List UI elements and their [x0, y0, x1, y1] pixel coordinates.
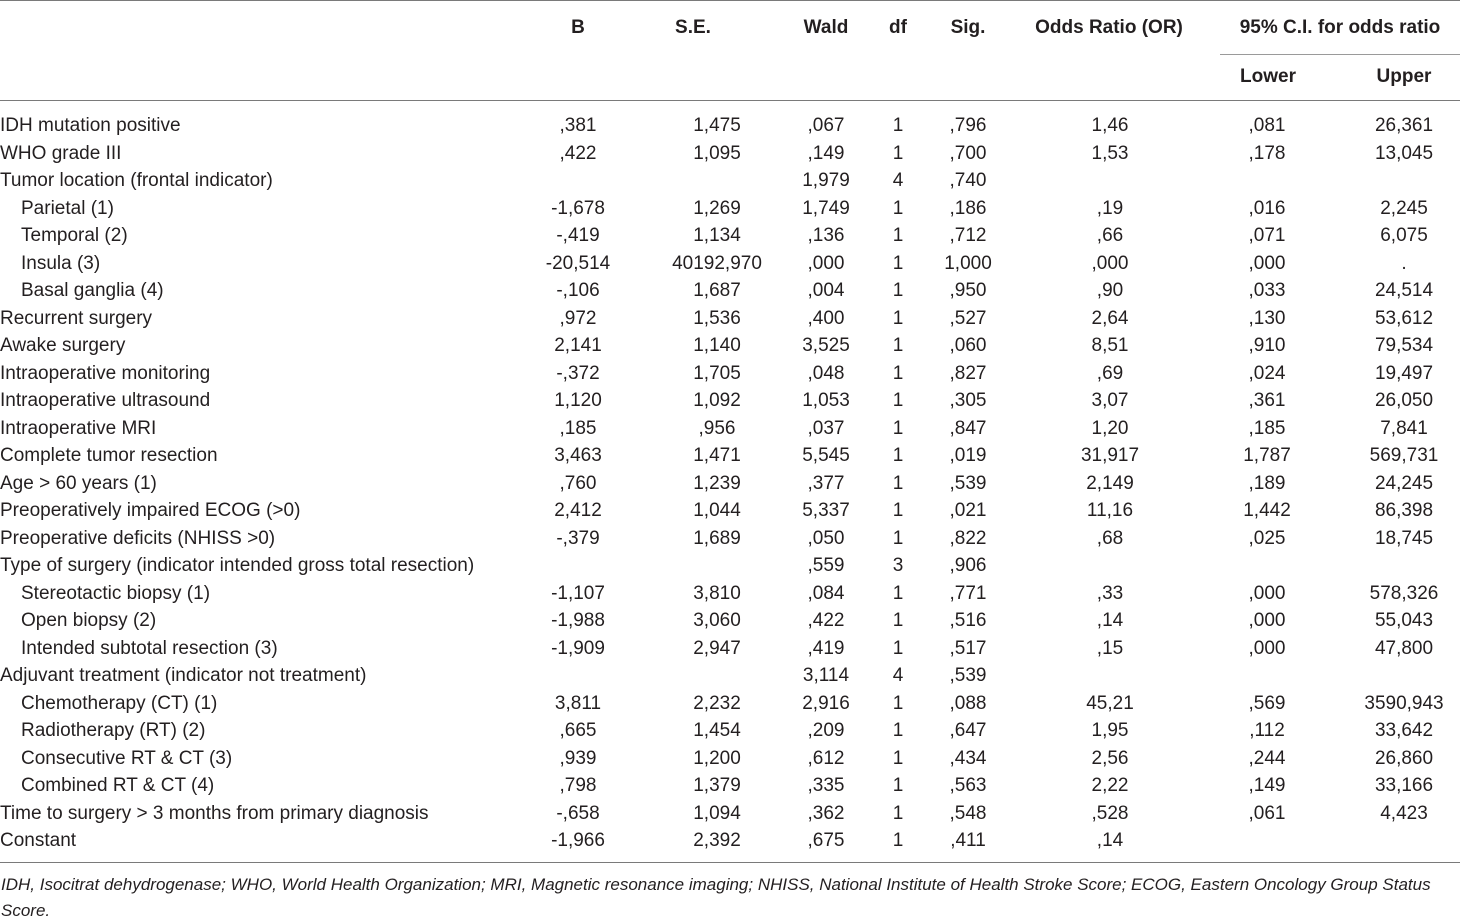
cell-or: 1,46 [1091, 115, 1129, 136]
cell-df: 1 [892, 197, 904, 219]
cell-b: 3,463 [554, 445, 602, 466]
cell-or: ,19 [1096, 197, 1124, 219]
cell-lower: ,025 [1248, 527, 1286, 549]
cell-upper: 53,612 [1374, 307, 1434, 329]
row-label: IDH mutation positive [0, 115, 181, 137]
cell-lower: ,189 [1248, 472, 1286, 494]
cell-wald: ,422 [807, 610, 845, 631]
row-label: Open biopsy (2) [21, 610, 157, 632]
cell-se: 2,392 [693, 830, 741, 851]
cell-df: 1 [892, 362, 904, 384]
row-values [528, 195, 1460, 223]
row-values [528, 580, 1460, 608]
row-values [528, 222, 1460, 250]
table-row [0, 222, 1460, 250]
cell-lower: ,910 [1248, 335, 1286, 356]
table-row [0, 140, 1460, 168]
cell-sig: ,563 [949, 775, 987, 796]
cell-se: 1,140 [693, 335, 741, 356]
cell-se: 40192,970 [672, 252, 762, 274]
cell-lower: 1,442 [1243, 500, 1291, 521]
cell-se: 1,044 [693, 500, 741, 521]
cell-df: 1 [892, 335, 904, 356]
cell-df: 1 [892, 445, 904, 466]
cell-df: 1 [892, 307, 904, 329]
cell-sig: ,516 [949, 610, 987, 631]
row-values [528, 745, 1460, 773]
cell-b: -1,966 [551, 830, 605, 851]
row-values [528, 552, 1460, 580]
cell-upper: 19,497 [1374, 362, 1434, 384]
table-row [0, 607, 1460, 635]
table-row [0, 552, 1460, 580]
row-values [528, 827, 1460, 855]
table-row [0, 800, 1460, 828]
cell-b: -,372 [556, 362, 600, 384]
cell-upper: 4,423 [1380, 802, 1428, 824]
row-label: Awake surgery [0, 335, 126, 357]
row-label: Stereotactic biopsy (1) [21, 582, 211, 604]
cell-sig: ,700 [949, 142, 987, 164]
table-row [0, 635, 1460, 663]
cell-sig: ,527 [949, 307, 987, 329]
row-label: Parietal (1) [21, 197, 114, 219]
cell-df: 3 [892, 555, 904, 576]
cell-sig: ,740 [949, 170, 987, 191]
table-row [0, 497, 1460, 525]
row-label: Time to surgery > 3 months from primary diagnosis [0, 802, 429, 824]
table-row [0, 580, 1460, 608]
cell-upper: 13,045 [1374, 142, 1434, 164]
header-lower: Lower [1240, 66, 1296, 87]
table-row [0, 745, 1460, 773]
cell-df: 1 [892, 472, 904, 494]
row-label: Temporal (2) [21, 225, 128, 247]
table-row [0, 827, 1460, 855]
table-row [0, 415, 1460, 443]
cell-sig: ,411 [950, 830, 986, 851]
cell-wald: ,675 [807, 830, 845, 851]
row-label: Insula (3) [21, 252, 101, 274]
cell-se: 1,094 [693, 802, 741, 824]
cell-or: 3,07 [1091, 390, 1129, 411]
cell-b: 2,412 [554, 500, 602, 521]
cell-sig: 1,000 [944, 252, 992, 274]
cell-or: ,14 [1096, 610, 1124, 631]
table-row [0, 250, 1460, 278]
cell-df: 1 [892, 747, 904, 769]
cell-df: 1 [892, 390, 904, 411]
cell-se: 1,475 [693, 115, 741, 136]
top-rule [0, 0, 1460, 1]
row-values [528, 140, 1460, 168]
cell-se: 1,200 [693, 747, 741, 769]
cell-or: 2,149 [1086, 472, 1134, 494]
row-values [528, 112, 1460, 140]
cell-sig: ,771 [949, 582, 987, 604]
cell-b: -1,678 [551, 197, 605, 219]
row-values [528, 277, 1460, 305]
cell-upper: 6,075 [1380, 225, 1428, 246]
row-label: Tumor location (frontal indicator) [0, 170, 273, 192]
row-values [528, 635, 1460, 663]
cell-upper: 47,800 [1374, 637, 1434, 659]
cell-upper: 3590,943 [1364, 692, 1444, 714]
cell-df: 1 [892, 830, 904, 851]
cell-wald: 2,916 [802, 692, 850, 714]
cell-wald: ,067 [807, 115, 845, 136]
cell-lower: ,361 [1248, 390, 1286, 411]
cell-or: 1,53 [1091, 142, 1129, 164]
cell-se: 2,232 [693, 692, 741, 714]
cell-sig: ,796 [949, 115, 987, 136]
cell-upper: 7,841 [1380, 417, 1428, 439]
cell-sig: ,088 [949, 692, 987, 714]
cell-sig: ,434 [949, 747, 987, 769]
cell-wald: 3,114 [802, 665, 850, 686]
cell-sig: ,712 [949, 225, 987, 246]
cell-or: ,66 [1096, 225, 1124, 246]
cell-wald: ,209 [807, 720, 845, 741]
cell-se: 1,454 [693, 720, 741, 741]
cell-upper: 569,731 [1369, 445, 1439, 466]
cell-or: 1,95 [1091, 720, 1129, 741]
cell-se: 2,947 [693, 637, 741, 659]
cell-lower: ,130 [1248, 307, 1286, 329]
cell-wald: ,377 [807, 472, 845, 494]
row-label: Intraoperative MRI [0, 417, 157, 439]
row-values [528, 442, 1460, 470]
cell-lower: 1,787 [1243, 445, 1291, 466]
cell-lower: ,178 [1248, 142, 1286, 164]
row-label: Recurrent surgery [0, 307, 153, 329]
table-row [0, 112, 1460, 140]
cell-df: 1 [892, 775, 904, 796]
cell-lower: ,244 [1248, 747, 1286, 769]
cell-upper: 18,745 [1374, 527, 1434, 549]
cell-b: -,658 [556, 802, 600, 824]
cell-b: -,419 [556, 225, 600, 246]
cell-wald: ,400 [807, 307, 845, 329]
cell-wald: 3,525 [802, 335, 850, 356]
row-label: Preoperatively impaired ECOG (>0) [0, 500, 301, 522]
cell-df: 1 [892, 142, 904, 164]
table-row [0, 195, 1460, 223]
row-values [528, 167, 1460, 195]
cell-or: ,33 [1096, 582, 1124, 604]
cell-wald: ,149 [807, 142, 845, 164]
cell-lower: ,071 [1248, 225, 1286, 246]
cell-b: -1,909 [551, 637, 605, 659]
row-label: Combined RT & CT (4) [21, 775, 215, 797]
cell-lower: ,016 [1248, 197, 1286, 219]
cell-se: 1,705 [693, 362, 741, 384]
table-footnote: IDH, Isocitrat dehydrogenase; WHO, World Health Organization; MRI, Magnetic resonance imaging; NHISS, National Institute of Health Stroke Score; ECOG, Eastern Oncology Group Status Score. [1, 875, 1431, 920]
cell-df: 1 [892, 115, 904, 136]
cell-sig: ,186 [949, 197, 987, 219]
cell-upper: 26,050 [1374, 390, 1434, 411]
cell-b: 2,141 [554, 335, 602, 356]
cell-se: 1,687 [693, 280, 741, 301]
cell-wald: ,419 [807, 637, 845, 659]
cell-df: 1 [892, 610, 904, 631]
cell-df: 1 [892, 637, 904, 659]
cell-df: 1 [892, 802, 904, 824]
row-values [528, 800, 1460, 828]
cell-b: -,379 [556, 527, 600, 549]
cell-se: 1,239 [693, 472, 741, 494]
cell-or: 2,22 [1091, 775, 1129, 796]
cell-b: 3,811 [554, 692, 602, 714]
header-b: B [571, 17, 585, 38]
table-row [0, 442, 1460, 470]
cell-sig: ,019 [949, 445, 987, 466]
row-label: Intraoperative ultrasound [0, 390, 211, 412]
cell-b: ,760 [559, 472, 597, 494]
regression-table [0, 112, 1460, 855]
table-row [0, 167, 1460, 195]
cell-lower: ,000 [1248, 637, 1286, 659]
cell-wald: ,037 [807, 417, 845, 439]
cell-df: 1 [892, 720, 904, 741]
cell-upper: 24,514 [1374, 280, 1434, 301]
cell-sig: ,539 [949, 665, 987, 686]
row-values [528, 525, 1460, 553]
cell-b: ,972 [559, 307, 597, 329]
cell-se: 3,810 [693, 582, 741, 604]
cell-se: 1,095 [693, 142, 741, 164]
cell-wald: ,612 [807, 747, 845, 769]
cell-or: 45,21 [1086, 692, 1134, 714]
table-row [0, 470, 1460, 498]
header-rule [0, 100, 1460, 101]
cell-or: 2,64 [1091, 307, 1129, 329]
cell-lower: ,081 [1248, 115, 1286, 136]
cell-or: ,15 [1096, 637, 1124, 659]
bottom-rule [0, 862, 1460, 863]
cell-or: 2,56 [1091, 747, 1129, 769]
table-row [0, 277, 1460, 305]
cell-wald: ,136 [807, 225, 845, 246]
cell-se: 1,689 [693, 527, 741, 549]
cell-wald: 1,979 [802, 170, 850, 191]
cell-or: 11,16 [1086, 500, 1134, 521]
cell-wald: 1,053 [802, 390, 850, 411]
cell-sig: ,906 [949, 555, 987, 576]
cell-wald: 5,337 [802, 500, 850, 521]
cell-b: ,422 [559, 142, 597, 164]
row-label: WHO grade III [0, 142, 122, 164]
cell-upper: 55,043 [1374, 610, 1434, 631]
cell-wald: ,050 [807, 527, 845, 549]
cell-b: ,798 [559, 775, 597, 796]
cell-lower: ,569 [1248, 692, 1286, 714]
cell-se: 1,134 [693, 225, 741, 246]
cell-wald: 1,749 [802, 197, 850, 219]
table-row [0, 305, 1460, 333]
cell-b: -,106 [556, 280, 600, 301]
row-label: Chemotherapy (CT) (1) [21, 692, 218, 714]
cell-wald: ,559 [807, 555, 845, 576]
cell-lower: ,024 [1248, 362, 1286, 384]
cell-df: 1 [892, 417, 904, 439]
cell-sig: ,021 [949, 500, 987, 521]
table-row [0, 525, 1460, 553]
table-row [0, 662, 1460, 690]
cell-or: ,90 [1096, 280, 1124, 301]
cell-lower: ,033 [1248, 280, 1286, 301]
cell-wald: ,004 [807, 280, 845, 301]
cell-upper: 2,245 [1380, 197, 1428, 219]
cell-df: 4 [892, 665, 904, 686]
cell-or: ,528 [1091, 802, 1129, 824]
cell-upper: 578,326 [1369, 582, 1439, 604]
row-values [528, 387, 1460, 415]
cell-df: 1 [892, 527, 904, 549]
cell-df: 4 [892, 170, 904, 191]
cell-or: 31,917 [1080, 445, 1140, 466]
cell-df: 1 [892, 692, 904, 714]
header-ci: 95% C.I. for odds ratio [1239, 17, 1441, 38]
cell-lower: ,149 [1248, 775, 1286, 796]
cell-se: 1,536 [693, 307, 741, 329]
cell-or: ,69 [1096, 362, 1124, 384]
cell-sig: ,539 [949, 472, 987, 494]
cell-upper: 33,166 [1374, 775, 1434, 796]
cell-b: ,939 [559, 747, 597, 769]
row-label: Consecutive RT & CT (3) [21, 747, 233, 769]
row-label: Basal ganglia (4) [21, 280, 164, 302]
table-row [0, 772, 1460, 800]
cell-df: 1 [892, 500, 904, 521]
cell-df: 1 [892, 582, 904, 604]
cell-lower: ,000 [1248, 252, 1286, 274]
cell-se: 1,379 [693, 775, 741, 796]
row-label: Type of surgery (indicator intended gross total resection) [0, 555, 475, 577]
table-row [0, 690, 1460, 718]
cell-b: ,665 [559, 720, 597, 741]
cell-wald: ,084 [807, 582, 845, 604]
cell-or: ,68 [1096, 527, 1124, 549]
cell-sig: ,950 [949, 280, 987, 301]
cell-wald: ,362 [807, 802, 845, 824]
cell-wald: 5,545 [802, 445, 850, 466]
row-values [528, 772, 1460, 800]
row-label: Age > 60 years (1) [0, 472, 157, 494]
cell-or: 8,51 [1091, 335, 1129, 356]
cell-sig: ,822 [949, 527, 987, 549]
cell-sig: ,305 [949, 390, 987, 411]
header-df: df [889, 17, 907, 38]
cell-se: 1,092 [693, 390, 741, 411]
cell-se: 1,471 [693, 445, 741, 466]
cell-or: ,000 [1091, 252, 1129, 274]
row-values [528, 415, 1460, 443]
header-wald: Wald [803, 17, 849, 38]
cell-lower: ,112 [1249, 720, 1285, 741]
cell-df: 1 [892, 252, 904, 274]
cell-se: ,956 [698, 417, 736, 439]
row-values [528, 470, 1460, 498]
cell-sig: ,060 [949, 335, 987, 356]
ci-subheader-rule [1220, 54, 1460, 55]
cell-sig: ,548 [949, 802, 987, 824]
cell-lower: ,185 [1248, 417, 1286, 439]
row-values [528, 717, 1460, 745]
cell-b: -1,107 [551, 582, 605, 604]
cell-or: ,14 [1096, 830, 1124, 851]
row-label: Intended subtotal resection (3) [21, 637, 278, 659]
header-se: S.E. [675, 17, 711, 38]
cell-sig: ,827 [949, 362, 987, 384]
table-row [0, 387, 1460, 415]
header-odds-ratio: Odds Ratio (OR) [1035, 17, 1183, 38]
row-values [528, 690, 1460, 718]
cell-upper: . [1401, 252, 1407, 274]
cell-b: ,185 [559, 417, 597, 439]
cell-upper: 26,361 [1374, 115, 1434, 136]
row-label: Constant [0, 830, 77, 852]
row-label: Radiotherapy (RT) (2) [21, 720, 206, 742]
cell-lower: ,061 [1248, 802, 1286, 824]
header-sig: Sig. [950, 17, 986, 38]
row-label: Adjuvant treatment (indicator not treatment) [0, 665, 367, 687]
cell-upper: 86,398 [1374, 500, 1434, 521]
cell-upper: 24,245 [1374, 472, 1434, 494]
table-row [0, 332, 1460, 360]
cell-df: 1 [892, 280, 904, 301]
cell-df: 1 [892, 225, 904, 246]
row-values [528, 360, 1460, 388]
row-values [528, 607, 1460, 635]
cell-upper: 26,860 [1374, 747, 1434, 769]
row-values [528, 662, 1460, 690]
cell-wald: ,000 [807, 252, 845, 274]
cell-sig: ,847 [949, 417, 987, 439]
cell-sig: ,517 [949, 637, 987, 659]
row-label: Preoperative deficits (NHISS >0) [0, 527, 276, 549]
cell-b: ,381 [559, 115, 597, 136]
table-row [0, 717, 1460, 745]
cell-or: 1,20 [1091, 417, 1129, 439]
cell-b: -1,988 [551, 610, 605, 631]
cell-wald: ,335 [807, 775, 845, 796]
cell-sig: ,647 [949, 720, 987, 741]
cell-b: -20,514 [545, 252, 611, 274]
row-values [528, 497, 1460, 525]
cell-lower: ,000 [1248, 582, 1286, 604]
row-values [528, 305, 1460, 333]
cell-lower: ,000 [1248, 610, 1286, 631]
cell-b: 1,120 [554, 390, 602, 411]
cell-se: 1,269 [693, 197, 741, 219]
cell-upper: 79,534 [1374, 335, 1434, 356]
row-label: Intraoperative monitoring [0, 362, 211, 384]
cell-upper: 33,642 [1374, 720, 1434, 741]
table-row [0, 360, 1460, 388]
row-values [528, 332, 1460, 360]
row-values [528, 250, 1460, 278]
cell-se: 3,060 [693, 610, 741, 631]
header-upper: Upper [1376, 66, 1432, 87]
row-label: Complete tumor resection [0, 445, 218, 467]
cell-wald: ,048 [807, 362, 845, 384]
